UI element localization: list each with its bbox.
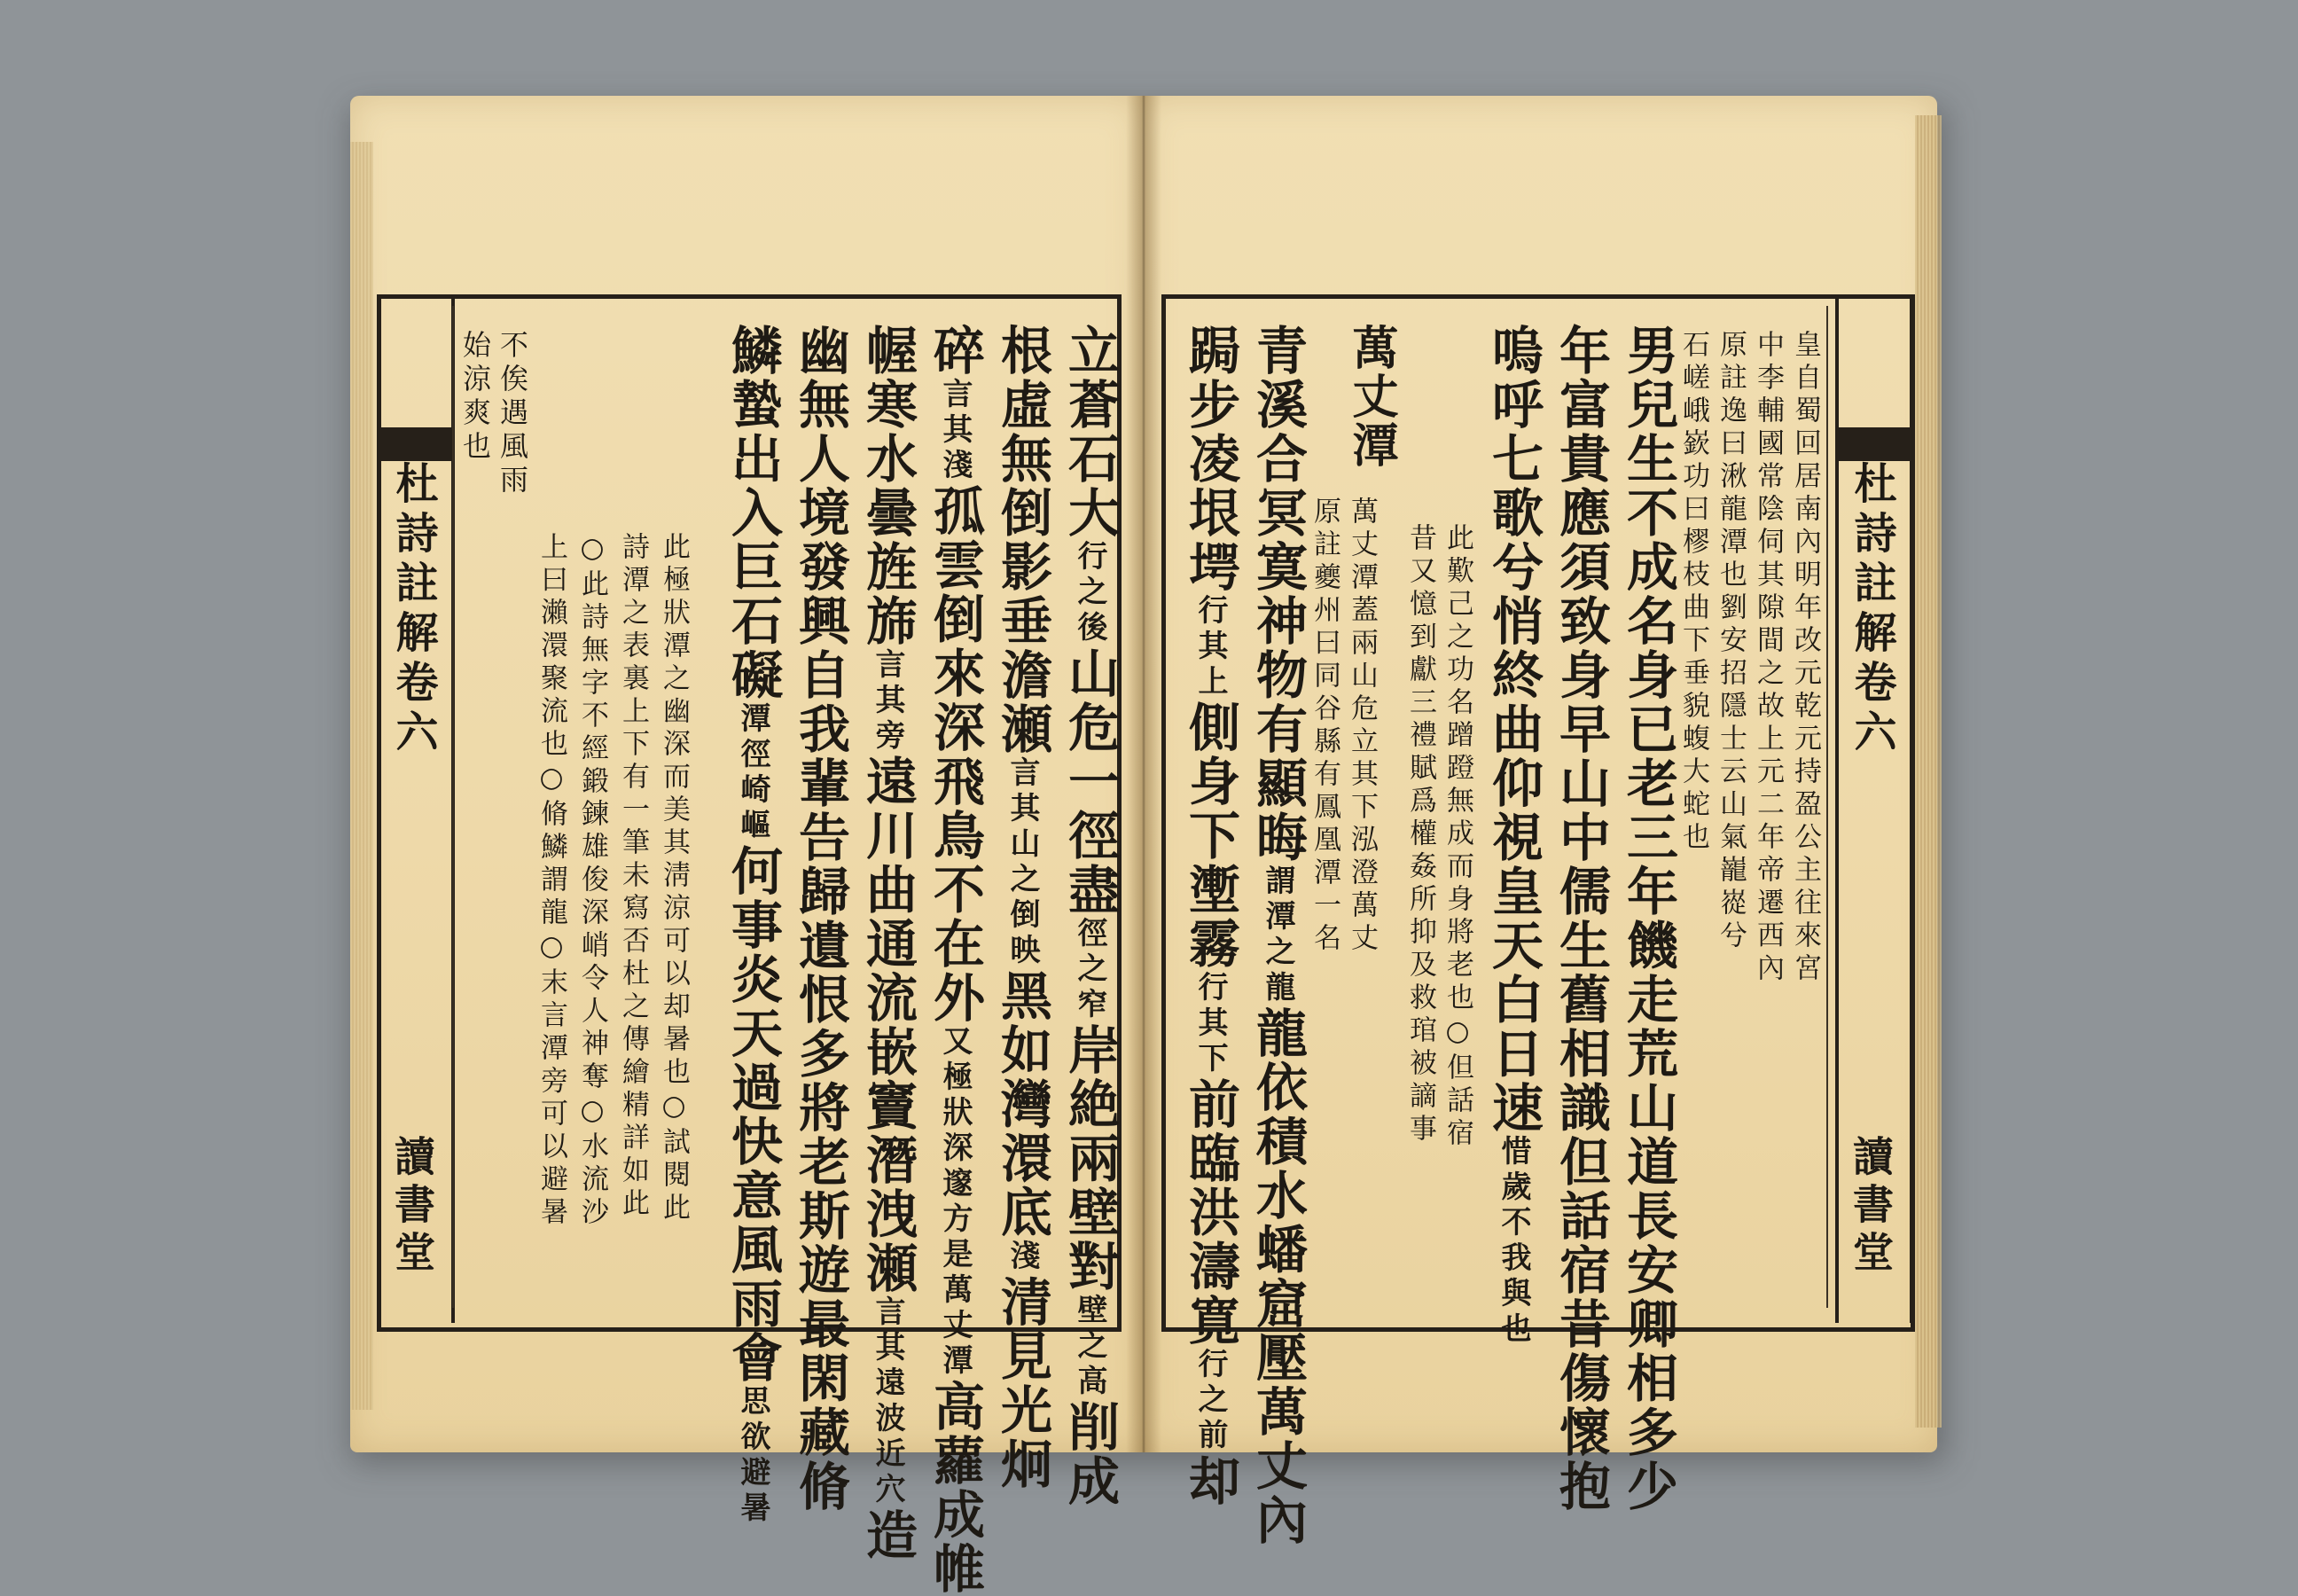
left-note-3: ○此詩無字不經鍛鍊雄俊深峭令人神奪○水流沙 (576, 532, 608, 1230)
right-note-top-1: 皇自蜀回居南內明年改元乾元持盈公主往來宮 (1789, 330, 1821, 986)
fish-tail-mark (380, 427, 451, 461)
right-column-rule (1826, 306, 1828, 1308)
left-main-col-4: 幄寒水曇旌旆言其旁遠川曲通流嵌竇潛洩瀬言其遠波近穴造 (857, 324, 918, 1562)
right-main-col-2: 年富貴應須致身早山中儒生舊相識但話宿昔傷懷抱 (1551, 324, 1611, 1514)
right-page-edge (1915, 115, 1942, 1428)
right-note-mid-4: 原註夔州曰同谷縣有鳳凰潭一名 (1309, 497, 1340, 956)
right-note-top-3: 原註逸曰湫龍潭也劉安招隱士云山氣巃嵸兮 (1715, 330, 1747, 953)
left-main-col-3: 碎言其淺孤雲倒來深飛鳥不在外又極狀深邃方是萬丈潭高蘿成帷 (925, 324, 985, 1596)
right-main-col-3: 嗚呼七歌兮悄終曲仰視皇天白日速惜歲不我與也 (1483, 324, 1544, 1348)
left-page-edge (350, 142, 373, 1410)
right-main-col-4: 青溪合冥寞神物有顯晦謂潭之龍龍依積水蟠窟壓萬丈內 (1247, 324, 1308, 1547)
left-main-col-6: 鱗蟄出入巨石礙潭徑崎嶇何事炎天過快意風雨會思欲避暑 (723, 324, 783, 1527)
right-note-top-2: 中李輔國常陰伺其隙間之故上元二年帝遷西內 (1752, 330, 1784, 986)
left-note-1: 此極狀潭之幽深而美其淸涼可以却暑也○試閱此 (658, 532, 690, 1225)
left-main-col-5: 幽無人境發興自我輩告歸遺恨多將老斯遊最閑藏脩 (790, 324, 850, 1514)
left-margin-title: 杜詩註解卷六 (388, 461, 438, 759)
right-note-mid-1: 此歎己之功名蹭蹬無成而身將老也○但話宿 (1442, 523, 1473, 1151)
left-margin-publisher: 讀書堂 (388, 1135, 436, 1279)
book-gutter (1126, 96, 1161, 1452)
right-margin-publisher: 讀書堂 (1847, 1135, 1895, 1279)
right-main-col-1: 男兒生不成名身已老三年饑走荒山道長安卿相多少 (1618, 324, 1678, 1514)
right-note-top-4: 石嵯峨嶔功曰樛枝曲下垂貌蝮大蛇也 (1677, 330, 1709, 855)
fish-tail-mark (1839, 427, 1910, 461)
right-poem-title: 萬丈潭 (1344, 324, 1398, 470)
left-note-4: 上曰瀨澴聚流也○脩鱗謂龍○末言潭旁可以避暑 (535, 532, 567, 1230)
left-note-2: 詩潭之表裏上下有一筆未寫否杜之傳繪精詳如此 (617, 532, 649, 1221)
left-note-5: 不俟遇風雨 (496, 330, 529, 498)
left-column-rule (452, 306, 454, 1308)
right-note-mid-2: 昔又憶到獻三禮賦爲權姦所抑及救琯被謫事 (1404, 523, 1436, 1146)
right-note-mid-3: 萬丈潭蓋兩山危立其下泓澄萬丈 (1346, 497, 1378, 956)
right-margin-title: 杜詩註解卷六 (1847, 461, 1896, 759)
left-main-col-2: 根虛無倒影垂澹瀬言其山之倒映黑如灣澴底淺清見光炯 (992, 324, 1052, 1491)
right-main-col-5: 跼步凌垠堮行其上側身下壍霧行其下前臨洪濤寛行之前却 (1180, 324, 1240, 1508)
left-note-6: 始涼爽也 (458, 330, 492, 465)
left-main-col-1: 立蒼石大行之後山危一徑盡徑之窄岸絶兩壁對壁之高削成 (1059, 324, 1120, 1508)
